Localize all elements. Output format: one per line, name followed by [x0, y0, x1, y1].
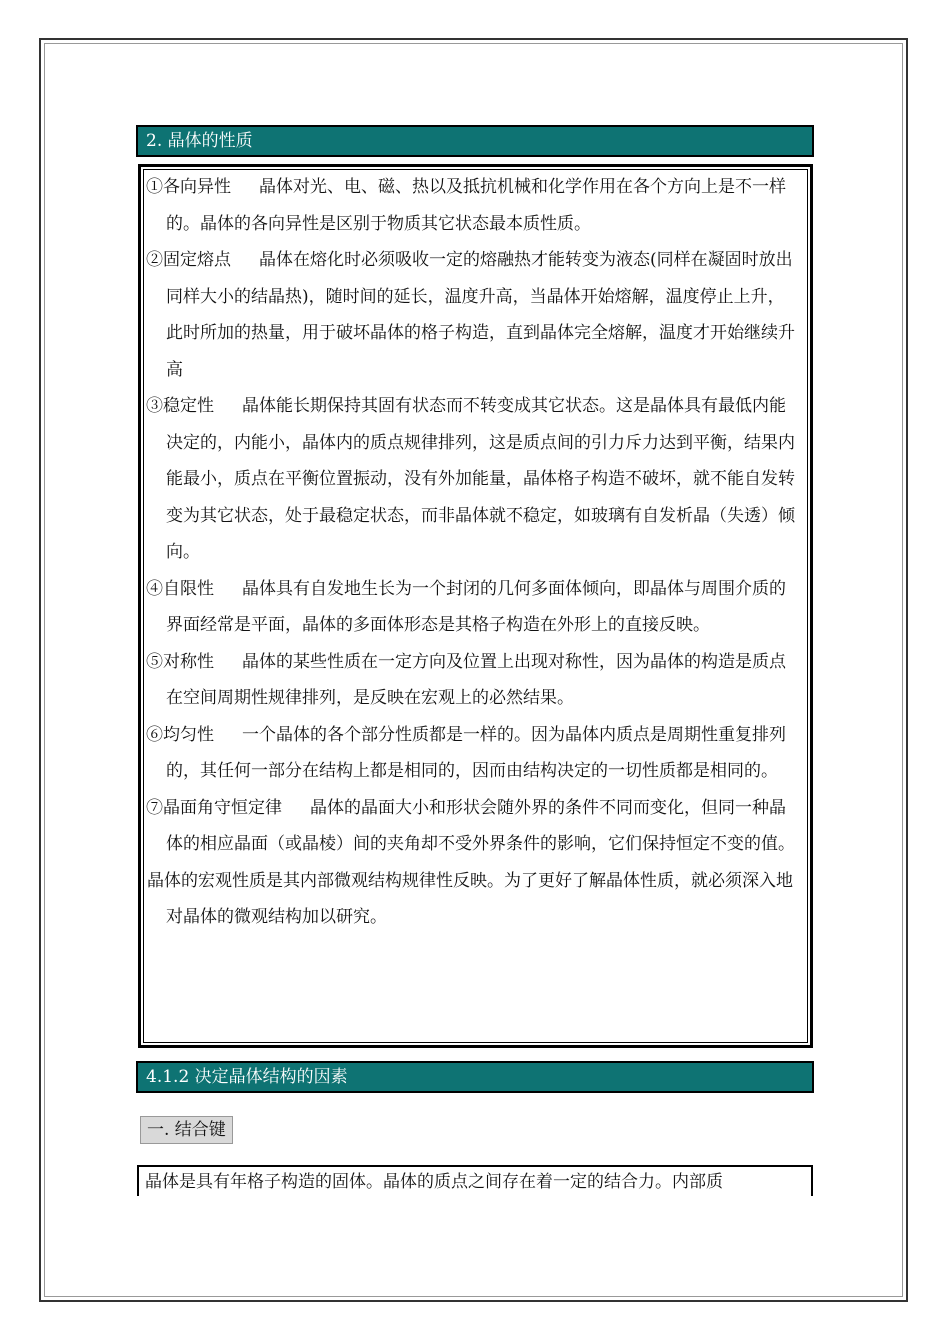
- property-term: 均匀性: [163, 724, 214, 745]
- section-heading: 2. 晶体的性质: [136, 125, 814, 157]
- subheading: 一. 结合键: [140, 1116, 233, 1144]
- property-desc: 晶体的某些性质在一定方向及位置上出现对称性，因为晶体的构造是质点在空间周期性规律排列，是反映在宏观上的必然结果。: [166, 651, 786, 708]
- partial-text-box: 晶体是具有年格子构造的固体。晶体的质点之间存在着一定的结合力。内部质: [137, 1165, 813, 1196]
- property-desc: 晶体具有自发地生长为一个封闭的几何多面体倾向，即晶体与周围介质的界面经常是平面，晶体的多面体形态是其格子构造在外形上的直接反映。: [166, 578, 786, 635]
- property-term: 稳定性: [163, 396, 214, 416]
- property-desc: 晶体能长期保持其固有状态而不转变成其它状态。这是晶体具有最低内能决定的，内能小，晶体内的质点规律排列，这是质点间的引力斥力达到平衡，结果内能最小，质点在平衡位置振动，没有外加能量，晶体格子构造不破坏，就不能自发转变为其它状态，处于最稳定状态，而非晶体就不稳定，如玻璃有自发析晶（失透）倾向。: [166, 396, 795, 562]
- property-desc: 晶体在熔化时必须吸收一定的熔融热才能转变为液态(同样在凝固时放出同样大小的结晶热)，随时间的延长，温度升高，当晶体开始熔解，温度停止上升，此时所加的热量，用于破坏晶体的格子构造，直到晶体完全熔解，温度才开始继续升高: [166, 250, 795, 380]
- property-term: 对称性: [163, 651, 214, 672]
- property-desc: 晶体的晶面大小和形状会随外界的条件不同而变化，但同一种晶体的相应晶面（或晶棱）间的夹角却不受外界条件的影响，它们保持恒定不变的值。: [166, 797, 795, 854]
- property-term: 晶面角守恒定律: [163, 797, 282, 818]
- property-item: ①各向异性 晶体对光、电、磁、热以及抵抗机械和化学作用在各个方向上是不一样的。晶体的各向异性是区别于物质其它状态最本质性质。: [146, 177, 786, 234]
- property-item: ⑥均匀性 一个晶体的各个部分性质都是一样的。因为晶体内质点是周期性重复排列的，其任何一部分在结构上都是相同的，因而由结构决定的一切性质都是相同的。: [146, 724, 786, 781]
- property-item: ⑦晶面角守恒定律 晶体的晶面大小和形状会随外界的条件不同而变化，但同一种晶体的相应晶面（或晶棱）间的夹角却不受外界条件的影响，它们保持恒定不变的值。: [146, 797, 795, 854]
- property-term: 固定熔点: [163, 250, 231, 270]
- property-item: ③稳定性 晶体能长期保持其固有状态而不转变成其它状态。这是晶体具有最低内能决定的，内能小，晶体内的质点规律排列，这是质点间的引力斥力达到平衡，结果内能最小，质点在平衡位置振动，没有外加能量，晶体格子构造不破坏，就不能自发转变为其它状态，处于最稳定状态，而非晶体就不稳定，如玻璃有自发析晶（失透）倾向。: [146, 396, 795, 562]
- properties-box: [138, 164, 813, 1048]
- property-desc: 晶体对光、电、磁、热以及抵抗机械和化学作用在各个方向上是不一样的。晶体的各向异性是区别于物质其它状态最本质性质。: [166, 177, 786, 234]
- property-item: ②固定熔点 晶体在熔化时必须吸收一定的熔融热才能转变为液态(同样在凝固时放出同样大小的结晶热)，随时间的延长，温度升高，当晶体开始熔解，温度停止上升，此时所加的热量，用于破坏晶体的格子构造，直到晶体完全熔解，温度才开始继续升高: [146, 250, 795, 380]
- property-term: 各向异性: [163, 177, 231, 197]
- section2-heading: 4.1.2 决定晶体结构的因素: [136, 1061, 814, 1093]
- property-item: ⑤对称性 晶体的某些性质在一定方向及位置上出现对称性，因为晶体的构造是质点在空间周期性规律排列，是反映在宏观上的必然结果。: [146, 651, 786, 708]
- property-item: ④自限性 晶体具有自发地生长为一个封闭的几何多面体倾向，即晶体与周围介质的界面经常是平面，晶体的多面体形态是其格子构造在外形上的直接反映。: [146, 578, 786, 635]
- summary-paragraph: 晶体的宏观性质是其内部微观结构规律性反映。为了更好了解晶体性质，就必须深入地对晶体的微观结构加以研究。: [147, 870, 793, 927]
- property-term: 自限性: [163, 578, 214, 599]
- property-desc: 一个晶体的各个部分性质都是一样的。因为晶体内质点是周期性重复排列的，其任何一部分在结构上都是相同的，因而由结构决定的一切性质都是相同的。: [166, 724, 786, 781]
